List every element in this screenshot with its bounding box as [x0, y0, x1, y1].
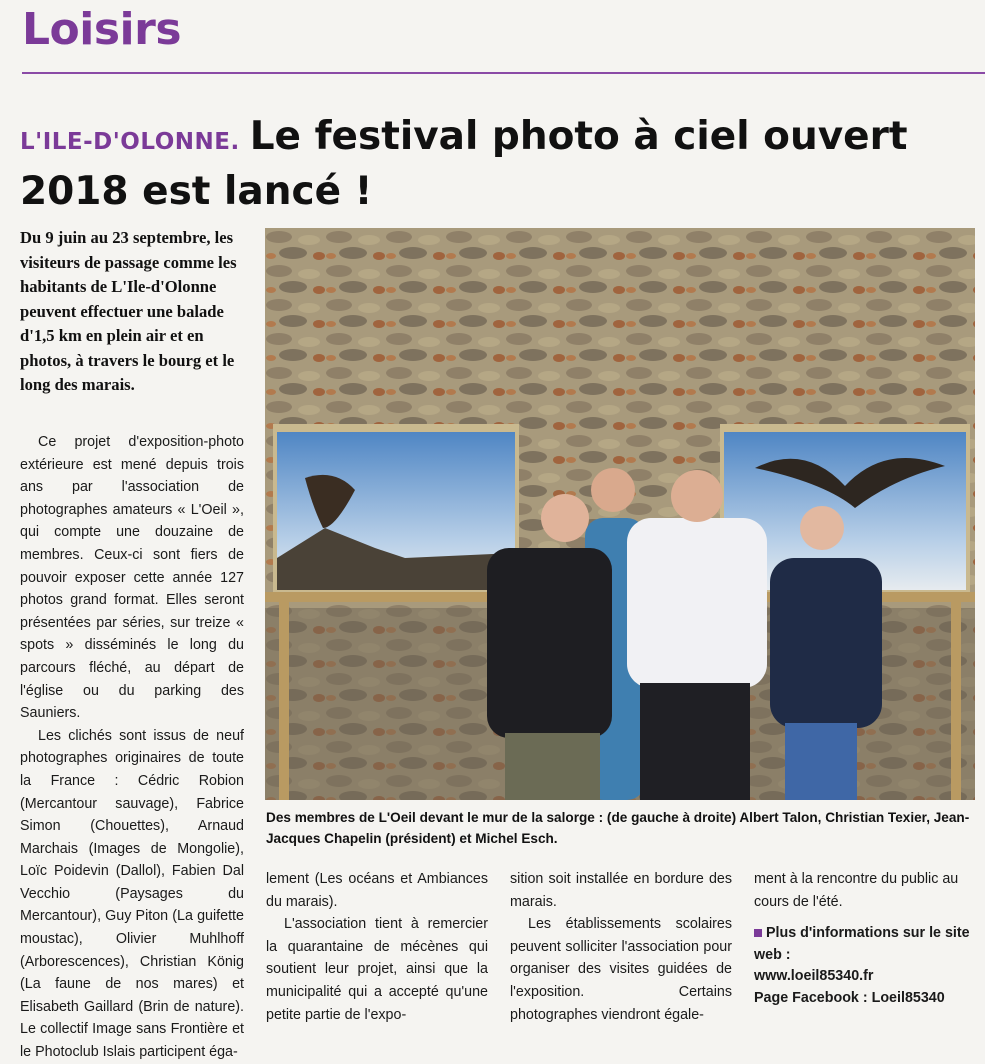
headline — [20, 112, 980, 217]
facebook-link[interactable]: Page Facebook : Loeil85340 — [754, 989, 945, 1006]
article-column-3 — [510, 868, 732, 1026]
article-paragraph: L'association tient à remercier la quarantaine de mécènes qui soutient leur projet, ainsi que la municipalité qui a accepté qu'une petite partie de l'expo- — [266, 916, 488, 1023]
website-link[interactable]: www.loeil85340.fr — [754, 968, 874, 985]
section-title: Loisirs — [22, 4, 182, 55]
article-paragraph: Les clichés sont issus de neuf photographes originaires de toute la France : Cédric Robion (Mercantour sauvage), Fabrice Simon (Chouettes), Arnaud Marchais (Images de Mongolie), Loïc Poidevin (Dallol), Fabien Dal Vecchio (Paysages du Mercantour), Guy Piton (La guifette moustac), Olivier Muhlhoff (Arborescences), Christian König (La faune de nos mares) et Elisabeth Gaillard (Brin de nature). Le collectif Image sans Frontière et le Photoclub Islais participent éga- — [20, 727, 244, 1061]
article-paragraph: Les établissements scolaires peuvent solliciter l'association pour organiser des visites guidées de l'exposition. Certains photographes viendront égale- — [510, 916, 732, 1023]
lead-paragraph: Du 9 juin au 23 septembre, les visiteurs de passage comme les habitants de L'Ile-d'Olonne peuvent effectuer une balade d'1,5 km en plein air et en photos, à travers le bourg et le long des marais. — [20, 228, 237, 394]
article-paragraph: lement (Les océans et Ambiances du marais). — [266, 871, 488, 910]
article-photo — [265, 228, 975, 800]
article-paragraph: sition soit installée en bordure des marais. — [510, 871, 732, 910]
info-line: Plus d'informations sur le site web : — [754, 925, 970, 963]
headline-title: Le festival photo à ciel ouvert 2018 est lancé ! — [20, 114, 908, 214]
article-column-4 — [754, 868, 976, 1009]
photo-caption: Des membres de L'Oeil devant le mur de la salorge : (de gauche à droite) Albert Talon, Christian Texier, Jean-Jacques Chapelin (président) et Michel Esch. — [266, 810, 970, 846]
article-column-2 — [266, 868, 488, 1026]
info-box — [754, 923, 976, 1009]
article-paragraph: ment à la rencontre du public au cours de l'été. — [754, 871, 959, 910]
left-exhibit-panel — [273, 424, 519, 594]
section-rule — [22, 72, 985, 74]
bullet-square-icon — [754, 929, 762, 937]
headline-kicker: L'ILE-D'OLONNE. — [20, 129, 240, 155]
article-paragraph: Ce projet d'exposition-photo extérieure est mené depuis trois ans par l'association de photographes amateurs « L'Oeil », qui compte une douzaine de membres. Ceux-ci sont fiers de pouvoir exposer cette année 127 photos grand format. Elles seront présentées par séries, sur treize « spots » disséminés le long du parcours fléché, au départ de l'église ou du parking des Sauniers. — [20, 434, 244, 722]
article-column-1 — [20, 431, 244, 1064]
photo-illustration — [265, 228, 975, 800]
group-of-people — [487, 468, 882, 800]
